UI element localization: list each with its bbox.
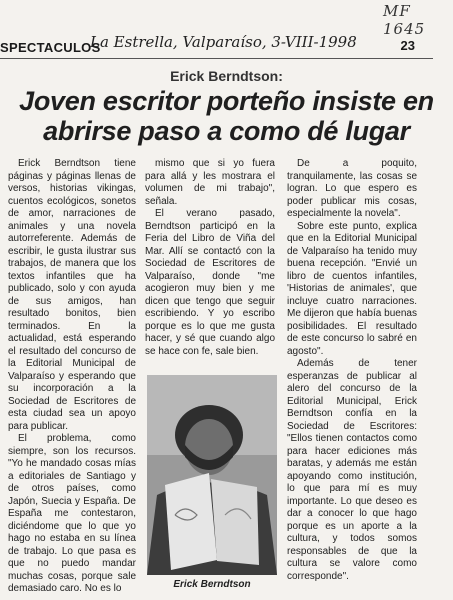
article-headline: Joven escritor porteño insiste en abrirse paso a como dé lugar — [19, 86, 434, 146]
author-photo — [147, 375, 277, 575]
article-column-3 — [287, 158, 417, 583]
paragraph: Sobre este punto, explica que en la Editorial Municipal de Valparaíso ha tenido muy buena recepción. "Envié un libro de cuentos infantiles, 'Historias de animales', que incluye cuatro narraciones. Me dijeron que había buenas posibilidades. El resultado de este concurso lo sabré en agosto". — [287, 220, 417, 357]
handwritten-reference: MF 1645 — [383, 2, 426, 38]
paragraph: El verano pasado, Berndtson participó en la Feria del Libro de Viña del Mar. Allí se contactó con la Sociedad de Escritores de Valparaíso, donde "me acogieron muy bien y me dicen que tengo que seguir escribiendo. Y yo escribo porque es lo que me gusta hacer, y sé que cuando algo se hace con fe, sale bien. — [145, 208, 275, 357]
handwritten-date: La Estrella, Valparaíso, 3-VIII-1998 — [90, 33, 357, 51]
paragraph: Además de tener esperanzas de publicar al alero del concurso de la Editorial Municipal, Erick Berndtson confía en la Sociedad de Escritores: "Ellos tienen contactos como para hacer ediciones más baratas, y además me están apoyando como institución, lo que para mí es muy importante. Lo que deseo es dar a conocer lo que hago porque es un aporte a la cultura, y todos somos responsables de que la cultura se valore como corresponde". — [287, 358, 417, 582]
section-label: SPECTACULOS — [0, 40, 101, 55]
header-rule — [0, 58, 433, 59]
paragraph: De a poquito, tranquilamente, las cosas se logran. Lo que espero es poder publicar mis cosas, especialmente la novela". — [287, 158, 417, 219]
paragraph: mismo que si yo fuera para allá y les mostrara el volumen de mi trabajo", señala. — [145, 158, 275, 207]
photo-caption: Erick Berndtson — [173, 579, 251, 590]
author-photo-image — [147, 375, 277, 575]
article-kicker: Erick Berndtson: — [170, 68, 283, 84]
paragraph: El problema, como siempre, son los recursos. "Yo he mandado cosas mías a editoriales de Santiago y de otros países, como Japón, Suecia y España. De España me contestaron, diciéndome que lo que yo hago no estaba en su línea de trabajo. Lo que pasa es que no puedo mandar muchas cosas, porque sale demasiado caro. No es lo — [8, 433, 136, 594]
article-column-1 — [8, 158, 136, 596]
paragraph: Erick Berndtson tiene páginas y páginas llenas de versos, historias vikingas, cuentos ecológicos, sonetos de amor, narraciones de animales y una novela autorreferente. Además de escribir, le gusta ilustrar sus trabajos, de manera que los textos infantiles que ha publicado, solo y con ayuda de sus amigos, han resultado bonitos, bien terminados. En la actualidad, está esperando el resultado del concurso de la Editorial Municipal de Valparaíso y esperando que su incorporación a la Sociedad de Escritores de esta ciudad sea un apoyo para publicar. — [8, 158, 136, 432]
article-column-2 — [145, 158, 275, 358]
page-number: 23 — [400, 38, 415, 53]
